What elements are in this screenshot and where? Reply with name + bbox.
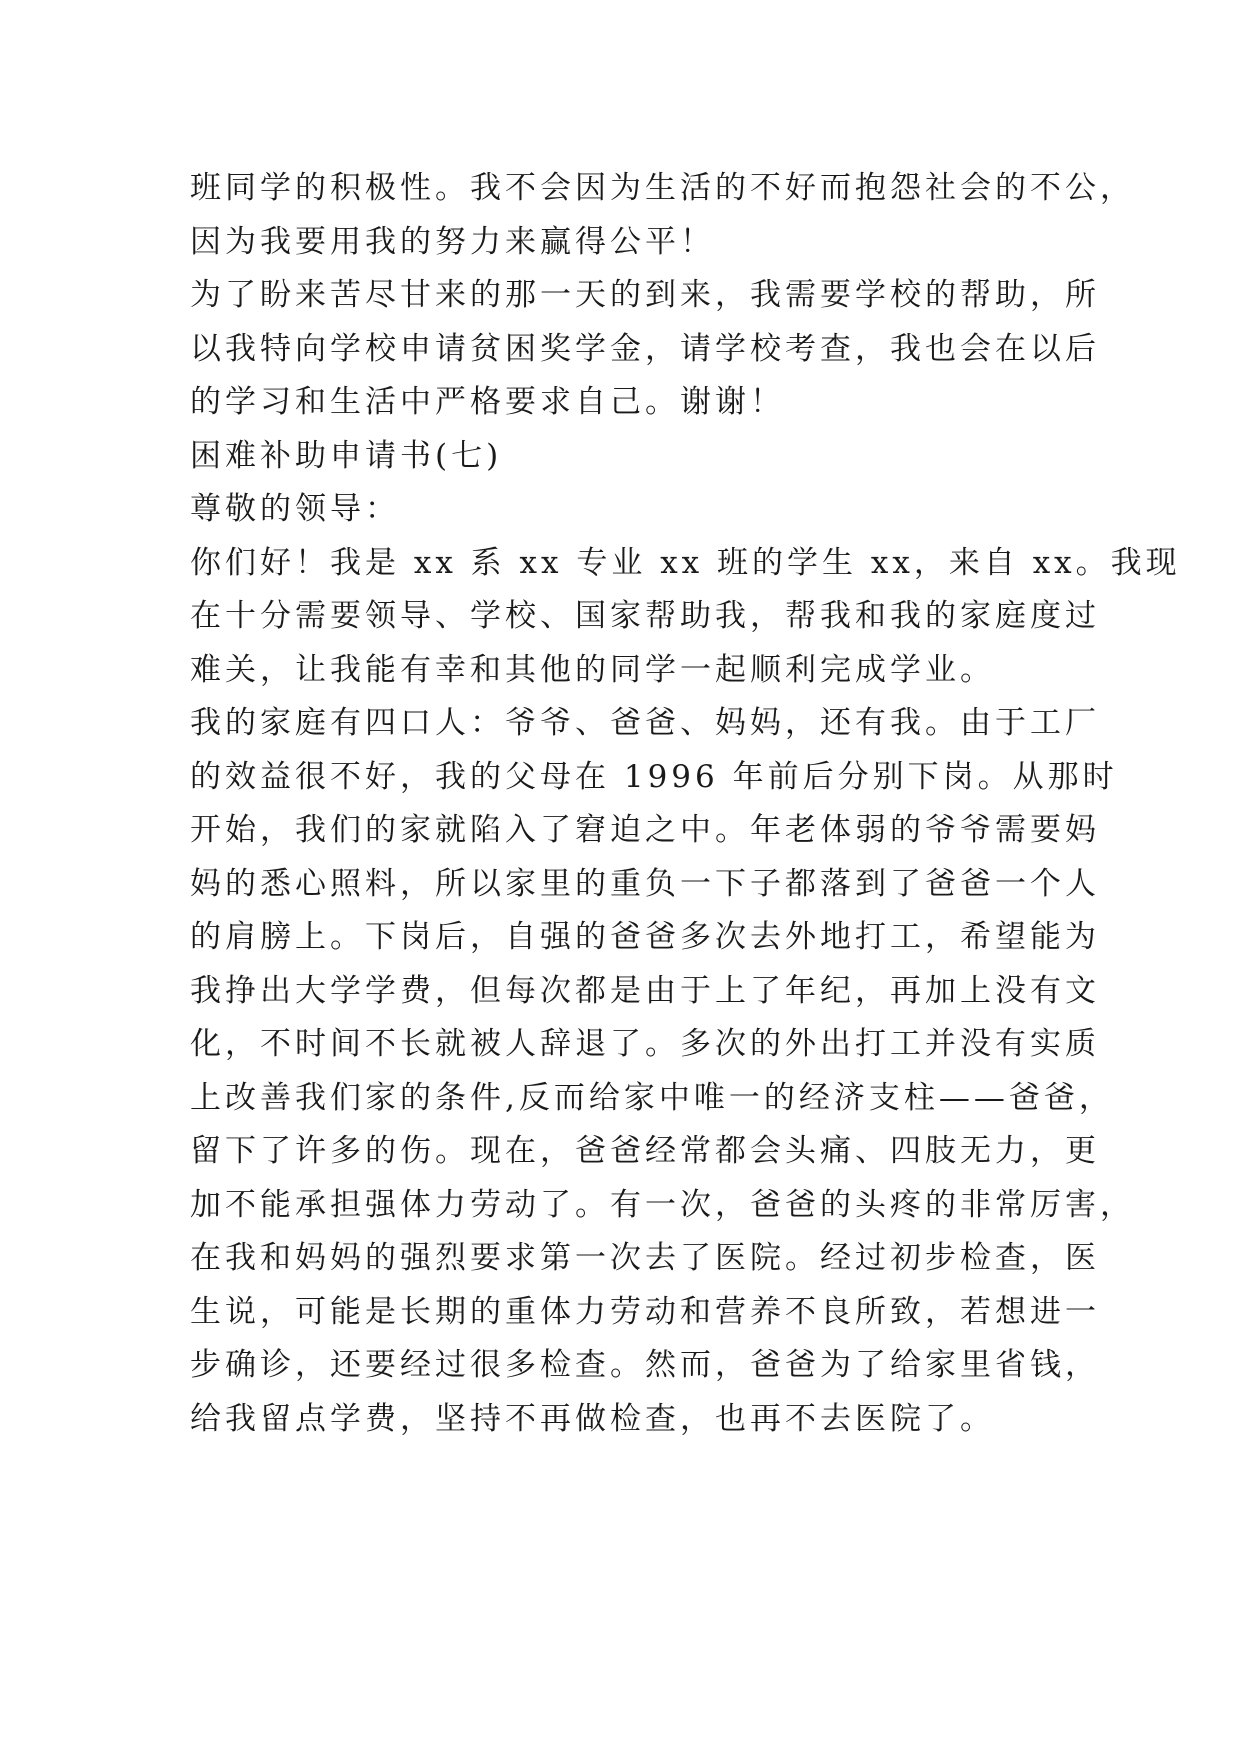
text-line: 妈的悉心照料，所以家里的重负一下子都落到了爸爸一个人 xyxy=(190,865,1100,902)
text-line: 给我留点学费，坚持不再做检查，也再不去医院了。 xyxy=(190,1400,995,1437)
salutation: 尊敬的领导： xyxy=(190,491,400,527)
text-line: 以我特向学校申请贫困奖学金，请学校考查，我也会在以后 xyxy=(190,330,1100,367)
text-line: 我的家庭有四口人：爷爷、爸爸、妈妈，还有我。由于工厂 xyxy=(190,705,1100,741)
text-line: 难关，让我能有幸和其他的同学一起顺利完成学业。 xyxy=(190,651,995,688)
text-line: 的肩膀上。下岗后，自强的爸爸多次去外地打工，希望能为 xyxy=(190,919,1100,955)
text-line: 我挣出大学学费，但每次都是由于上了年纪，再加上没有文 xyxy=(190,972,1100,1009)
text-line: 留下了许多的伤。现在，爸爸经常都会头痛、四肢无力，更 xyxy=(190,1133,1100,1169)
text-line: 因为我要用我的努力来赢得公平！ xyxy=(190,223,715,260)
text-line: 为了盼来苦尽甘来的那一天的到来，我需要学校的帮助，所 xyxy=(190,277,1100,313)
text-line: 步确诊，还要经过很多检查。然而，爸爸为了给家里省钱， xyxy=(190,1347,1100,1383)
text-line: 开始，我们的家就陷入了窘迫之中。年老体弱的爷爷需要妈 xyxy=(190,812,1100,848)
text-line: 的效益很不好，我的父母在 1996 年前后分别下岗。从那时 xyxy=(190,758,1118,795)
text-line: 化，不时间不长就被人辞退了。多次的外出打工并没有实质 xyxy=(190,1026,1100,1062)
text-line: 加不能承担强体力劳动了。有一次，爸爸的头疼的非常厉害， xyxy=(190,1186,1135,1223)
text-line: 你们好！我是 xx 系 xx 专业 xx 班的学生 xx，来自 xx。我现 xyxy=(190,544,1181,581)
body-text xyxy=(190,162,1181,1446)
text-line: 在十分需要领导、学校、国家帮助我，帮我和我的家庭度过 xyxy=(190,598,1100,634)
text-line: 班同学的积极性。我不会因为生活的不好而抱怨社会的不公， xyxy=(190,170,1135,206)
text-line: 的学习和生活中严格要求自己。谢谢！ xyxy=(190,384,785,420)
text-line: 生说，可能是长期的重体力劳动和营养不良所致，若想进一 xyxy=(190,1293,1100,1330)
section-title: 困难补助申请书(七) xyxy=(190,437,503,474)
text-line: 在我和妈妈的强烈要求第一次去了医院。经过初步检查，医 xyxy=(190,1240,1100,1276)
text-line: 上改善我们家的条件,反而给家中唯一的经济支柱——爸爸， xyxy=(190,1079,1114,1116)
